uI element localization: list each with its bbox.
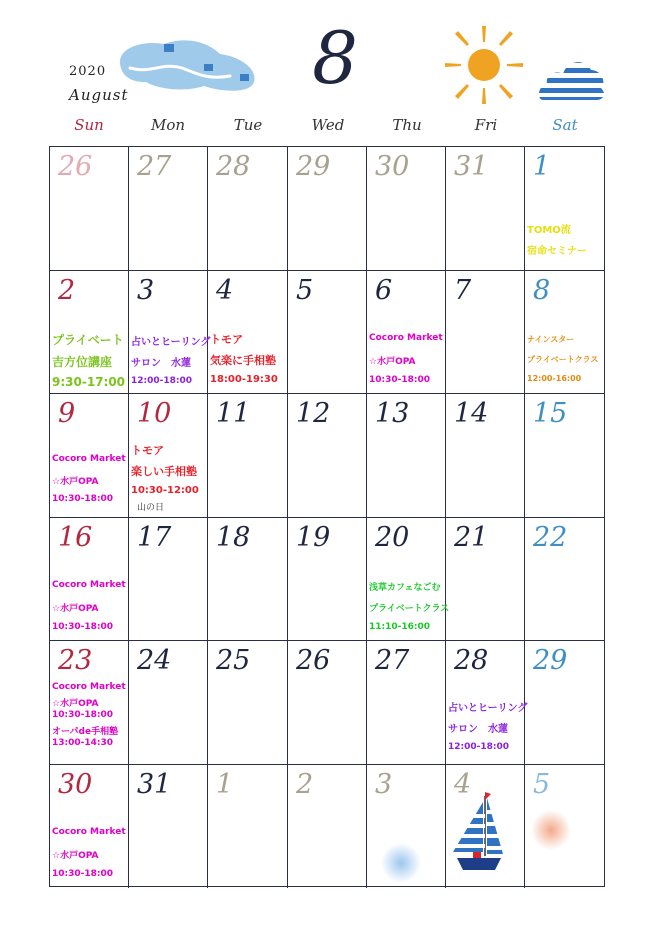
event-line: 10:30-18:00: [52, 868, 114, 879]
day-number: 22: [533, 521, 568, 553]
day-cell: [129, 518, 208, 642]
event-line: 楽しい手相塾: [131, 465, 197, 478]
day-cell: [288, 765, 367, 889]
event-line: 浅草カフェなごむ: [369, 582, 441, 593]
day-cell: [288, 394, 367, 518]
day-cell: [129, 147, 208, 271]
day-cell: [50, 765, 129, 889]
day-cell: [367, 641, 446, 765]
day-cell: [208, 394, 288, 518]
water-splash-illustration: [112, 34, 262, 96]
day-cell: [288, 271, 367, 395]
event-line: 11:10-16:00: [369, 621, 431, 632]
day-number: 31: [137, 768, 172, 800]
event-line: 13:00-14:30: [52, 738, 114, 748]
orange-watercolor-dot: [531, 810, 571, 850]
event-line: 9:30-17:00: [52, 374, 126, 389]
day-cell: [50, 271, 129, 395]
day-number: 11: [216, 398, 251, 429]
day-cell: [50, 394, 129, 518]
event-line: Cocoro Market: [52, 826, 126, 837]
event-line: ナインスター: [527, 334, 575, 344]
day-cell: [288, 641, 367, 765]
day-number: 25: [216, 645, 251, 676]
event-line: トモア: [210, 332, 243, 346]
day-cell: [129, 394, 208, 518]
day-number: 10: [137, 398, 172, 429]
event-line: サロン 水蓮: [131, 357, 191, 369]
day-cell: [525, 147, 604, 271]
day-number: 28: [454, 645, 489, 676]
day-number: 29: [533, 645, 568, 676]
day-cell: [288, 518, 367, 642]
day-number: 13: [375, 398, 410, 429]
weekday-fri: Fri: [474, 116, 498, 134]
event-line: 18:00-19:30: [210, 373, 278, 385]
event-line: Cocoro Market: [52, 454, 126, 464]
day-cell: [367, 394, 446, 518]
event-line: 宿命セミナー: [527, 246, 587, 257]
day-cell: [208, 147, 288, 271]
day-number: 12: [296, 398, 331, 429]
event-line: 12:00-18:00: [131, 375, 193, 386]
day-number: 26: [296, 645, 331, 676]
weekday-wed: Wed: [311, 116, 345, 134]
day-number: 24: [137, 645, 172, 676]
event-line: Cocoro Market: [52, 682, 126, 692]
day-number: 30: [375, 151, 410, 182]
day-cell: [129, 271, 211, 395]
day-cell: [446, 641, 528, 765]
day-cell: [446, 394, 525, 518]
day-number: 26: [58, 151, 93, 182]
event-line: 吉方位講座: [52, 354, 113, 369]
event-line: 12:00-18:00: [448, 742, 510, 752]
day-number: 18: [216, 521, 251, 553]
cloud-icon: [537, 52, 607, 104]
day-number: 17: [137, 521, 172, 553]
day-number: 4: [454, 768, 472, 800]
calendar-grid: [49, 146, 605, 887]
day-cell: [208, 765, 288, 889]
day-cell: [288, 147, 367, 271]
day-cell: [446, 147, 525, 271]
day-cell: [50, 641, 129, 765]
event-line: プライベート: [52, 332, 124, 347]
day-number: 30: [58, 768, 93, 800]
event-line: ☆水戸OPA: [52, 603, 99, 614]
weekday-tue: Tue: [233, 116, 263, 134]
day-number: 3: [375, 768, 393, 800]
weekday-sat: Sat: [552, 116, 578, 134]
day-cell: [367, 147, 446, 271]
day-cell: [525, 394, 604, 518]
event-line: 10:30-12:00: [131, 485, 199, 496]
event-line: 10:30-18:00: [369, 374, 431, 385]
day-number: 28: [216, 151, 251, 182]
day-number: 19: [296, 521, 331, 553]
event-line: 12:00-16:00: [527, 373, 582, 383]
day-cell: [208, 518, 288, 642]
day-cell: [525, 641, 604, 765]
event-line: サロン 水蓮: [448, 724, 508, 735]
day-number: 23: [58, 645, 93, 676]
day-number: 9: [58, 398, 76, 429]
day-cell: [446, 271, 525, 395]
day-number: 20: [375, 521, 410, 553]
event-line: プライベートクラス: [527, 354, 599, 364]
day-number: 1: [216, 768, 234, 800]
weekday-mon: Mon: [150, 116, 186, 134]
day-number: 3: [137, 274, 155, 306]
day-cell: [525, 518, 604, 642]
event-line: 占いとヒーリング: [448, 703, 528, 714]
day-cell: [50, 147, 129, 271]
day-number: 16: [58, 521, 93, 553]
event-line: 気楽に手相塾: [210, 353, 276, 367]
holiday-label: 山の日: [137, 503, 165, 513]
event-line: ☆水戸OPA: [369, 356, 416, 367]
day-number: 6: [375, 274, 393, 306]
day-number: 31: [454, 151, 489, 182]
sun-icon: [441, 22, 527, 108]
day-cell: [208, 641, 288, 765]
day-number: 15: [533, 398, 568, 429]
weekday-thu: Thu: [392, 116, 422, 134]
day-number: 4: [216, 274, 234, 306]
day-number: 27: [137, 151, 172, 182]
day-number: 14: [454, 398, 489, 429]
day-number: 5: [533, 768, 551, 800]
event-line: プライベートクラス: [369, 603, 450, 614]
event-line: Cocoro Market: [52, 579, 126, 590]
day-cell: [525, 271, 604, 395]
event-line: ☆水戸OPA: [52, 850, 99, 861]
day-cell: [367, 518, 450, 642]
day-number: 1: [533, 151, 551, 182]
event-line: ☆水戸OPA: [52, 699, 99, 709]
day-number: 29: [296, 151, 331, 182]
day-cell: [50, 518, 129, 642]
event-line: オーパde手相塾: [52, 727, 119, 737]
day-number: 21: [454, 521, 489, 553]
event-line: ☆水戸OPA: [52, 477, 99, 487]
day-number: 7: [454, 274, 472, 306]
day-cell: [129, 765, 208, 889]
weekday-sun: Sun: [74, 116, 104, 134]
event-line: 10:30-18:00: [52, 710, 114, 720]
day-number: 2: [296, 768, 314, 800]
event-line: トモア: [131, 444, 164, 457]
sailboat-icon: [447, 792, 509, 874]
day-number: 5: [296, 274, 314, 306]
day-cell: [446, 518, 525, 642]
day-number: 2: [58, 274, 76, 306]
event-line: 占いとヒーリング: [131, 336, 211, 348]
month-name-label: August: [69, 86, 129, 104]
event-line: Cocoro Market: [369, 332, 443, 343]
day-number: 8: [533, 274, 551, 306]
day-cell: [208, 271, 288, 395]
event-line: 10:30-18:00: [52, 621, 114, 632]
day-cell: [367, 271, 446, 395]
event-line: 10:30-18:00: [52, 494, 114, 504]
day-cell: [129, 641, 208, 765]
day-number: 27: [375, 645, 410, 676]
event-line: TOMO流: [527, 225, 571, 236]
year-label: 2020: [69, 64, 107, 79]
month-number: 8: [312, 16, 358, 100]
blue-watercolor-dot: [381, 843, 421, 883]
